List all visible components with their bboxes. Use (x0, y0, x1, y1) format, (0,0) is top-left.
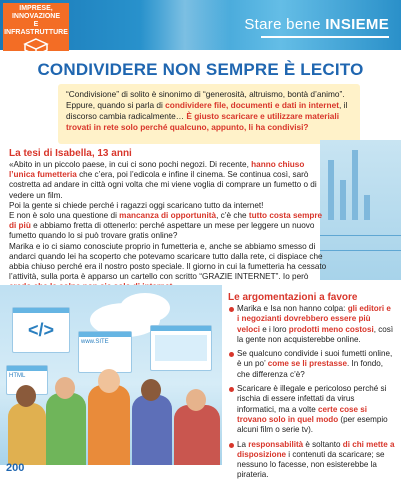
thesis-highlight: mancanza di opportunità (119, 211, 217, 221)
deco-bar (364, 195, 370, 220)
person-figure (174, 405, 220, 465)
argument-text: i contenuti da scaricare; se nessuno lo facesse, non esisterebbe la pirateria. (237, 449, 385, 480)
argument-highlight: come se li prestasse (267, 359, 347, 369)
person-head (98, 369, 120, 393)
person-figure (132, 395, 172, 465)
deco-line (320, 250, 401, 251)
person-figure (46, 393, 86, 465)
page-title: CONDIVIDERE NON SEMPRE È LECITO (37, 60, 364, 79)
thesis-text-run: , c’è che (216, 211, 249, 221)
brand-bold: INSIEME (325, 16, 389, 33)
bullet-dot-icon (229, 443, 234, 448)
thesis-highlight: hanno chiuso l’unica fumetteria (9, 160, 305, 180)
page-number: 200 (6, 462, 25, 474)
brand-prefix: Stare bene (244, 16, 326, 33)
intro-highlight-1: condividere file, documenti e dati in internet (165, 100, 339, 110)
decorative-tech-panel (320, 140, 401, 280)
bullet-dot-icon (229, 352, 234, 357)
site-window (78, 331, 132, 373)
argument-text: Scaricare è illegale e pericoloso perché si rischia di essere infettati da virus informatici, ma a volte (237, 384, 387, 414)
argument-item (229, 384, 395, 435)
argument-highlight: certe cose si trovano solo in quel modo (237, 404, 368, 424)
thesis-text-run: e abbiamo fretta di ottenerlo: perché aspettare un mese per leggere un nuovo fumetto quando lo si può trovare gratis online? (9, 221, 315, 241)
thesis-text-run: che c’era, poi l’edicola e infine il cinema. Se continua così, sarò costretta ad andare in città ogni volta che mi viene voglia di comprare un fumetto o di vedere un film. (9, 170, 317, 200)
code-window (12, 307, 70, 353)
thesis-paragraph-2: Poi la gente si chiede perché i ragazzi oggi scaricano tutto da internet! (9, 200, 264, 210)
argument-item (229, 440, 395, 480)
thesis-text-run: «Abito in un piccolo paese, in cui ci sono pochi negozi. Di recente, (9, 160, 252, 169)
html-label: HTML (9, 373, 26, 379)
arguments-heading: Le argomentazioni a favore (228, 292, 358, 303)
infrastructure-cube-icon (23, 38, 49, 56)
thesis-highlight: tutto costa sempre di più (9, 211, 323, 231)
person-head (141, 379, 161, 401)
argument-text: , così la gente non acquisterebbe online. (237, 324, 394, 344)
browser-window (150, 325, 212, 371)
sdg-badge-line1: IMPRESE, (19, 5, 53, 12)
intro-box (58, 84, 360, 144)
site-label: www.SITE (81, 339, 109, 345)
bullet-dot-icon (229, 387, 234, 392)
deco-bar (352, 150, 358, 220)
header-band (0, 0, 401, 50)
intro-highlight-2: È giusto scaricare e utilizzare materiali trovati in rete solo perché qualcuno, appunto, li ha condivisi? (66, 111, 339, 132)
header-light-streak (140, 0, 230, 50)
deco-line (320, 235, 401, 236)
sdg-badge-line3: E INFRASTRUTTURE (4, 21, 68, 36)
argument-item (229, 349, 395, 380)
thesis-text-run: E non è solo una questione di (9, 211, 120, 221)
sdg-badge (3, 3, 69, 51)
argument-highlight: prodotti meno costosi (288, 324, 374, 334)
browser-content (155, 335, 207, 361)
argument-text: e i loro (259, 324, 289, 334)
illustration-people-online (0, 285, 222, 465)
intro-text-1: “Condivisione” di solito è sinonimo di “generosità, altruismo, bontà d’animo”. Eppure, quando si parla di (66, 89, 345, 110)
argument-highlight: di chi mette a disposizione (237, 439, 395, 459)
argument-text: (per esempio alcuni film o serie tv). (237, 414, 388, 435)
deco-bar (340, 180, 346, 220)
argument-item (229, 304, 395, 345)
series-brand (244, 16, 389, 33)
person-head (186, 389, 206, 411)
argument-text: . In fondo, che differenza c’è? (237, 359, 383, 379)
thesis-paragraph-1 (9, 160, 327, 201)
thesis-paragraph-3 (9, 211, 327, 242)
argument-text: La (237, 439, 249, 449)
brand-underline (261, 36, 389, 38)
cloud-shape (120, 293, 170, 323)
argument-text: Se qualcuno condivide i suoi fumetti online, è un po’ (237, 349, 393, 369)
intro-text-2: , il discorso cambia radicalmente… (66, 100, 348, 121)
thesis-text (9, 160, 327, 293)
argument-highlight: responsabilità (248, 439, 304, 449)
person-figure (88, 385, 130, 465)
argument-highlight: gli editori e i negozianti dovrebbero essere più veloci (237, 304, 391, 334)
code-brackets-icon: </> (27, 320, 55, 340)
arguments-list (229, 304, 395, 480)
person-head (16, 385, 36, 407)
deco-bar (328, 160, 334, 220)
thesis-text-run: Marika e io ci siamo conosciute proprio in fumetteria e, anche se abbiamo smesso di andarci quando lei ha scoperto che potevamo scaricare tutto dalla rete, ci dispiace che abbia chiuso perché era il nostro posto speciale. Il giorno in cui la fumetteria ha cessato l’attività, sulla porta è apparso un cartello con scritto “GRAZIE INTERNET”. Io però (9, 241, 327, 282)
sdg-badge-line2: INNOVAZIONE (11, 13, 61, 20)
argument-text: è soltanto (303, 439, 343, 449)
argument-text: Marika e Isa non hanno colpa: (237, 304, 348, 313)
person-figure (8, 403, 46, 465)
thesis-heading: La tesi di Isabella, 13 anni (9, 148, 132, 159)
person-head (55, 377, 75, 399)
bullet-dot-icon (229, 307, 234, 312)
